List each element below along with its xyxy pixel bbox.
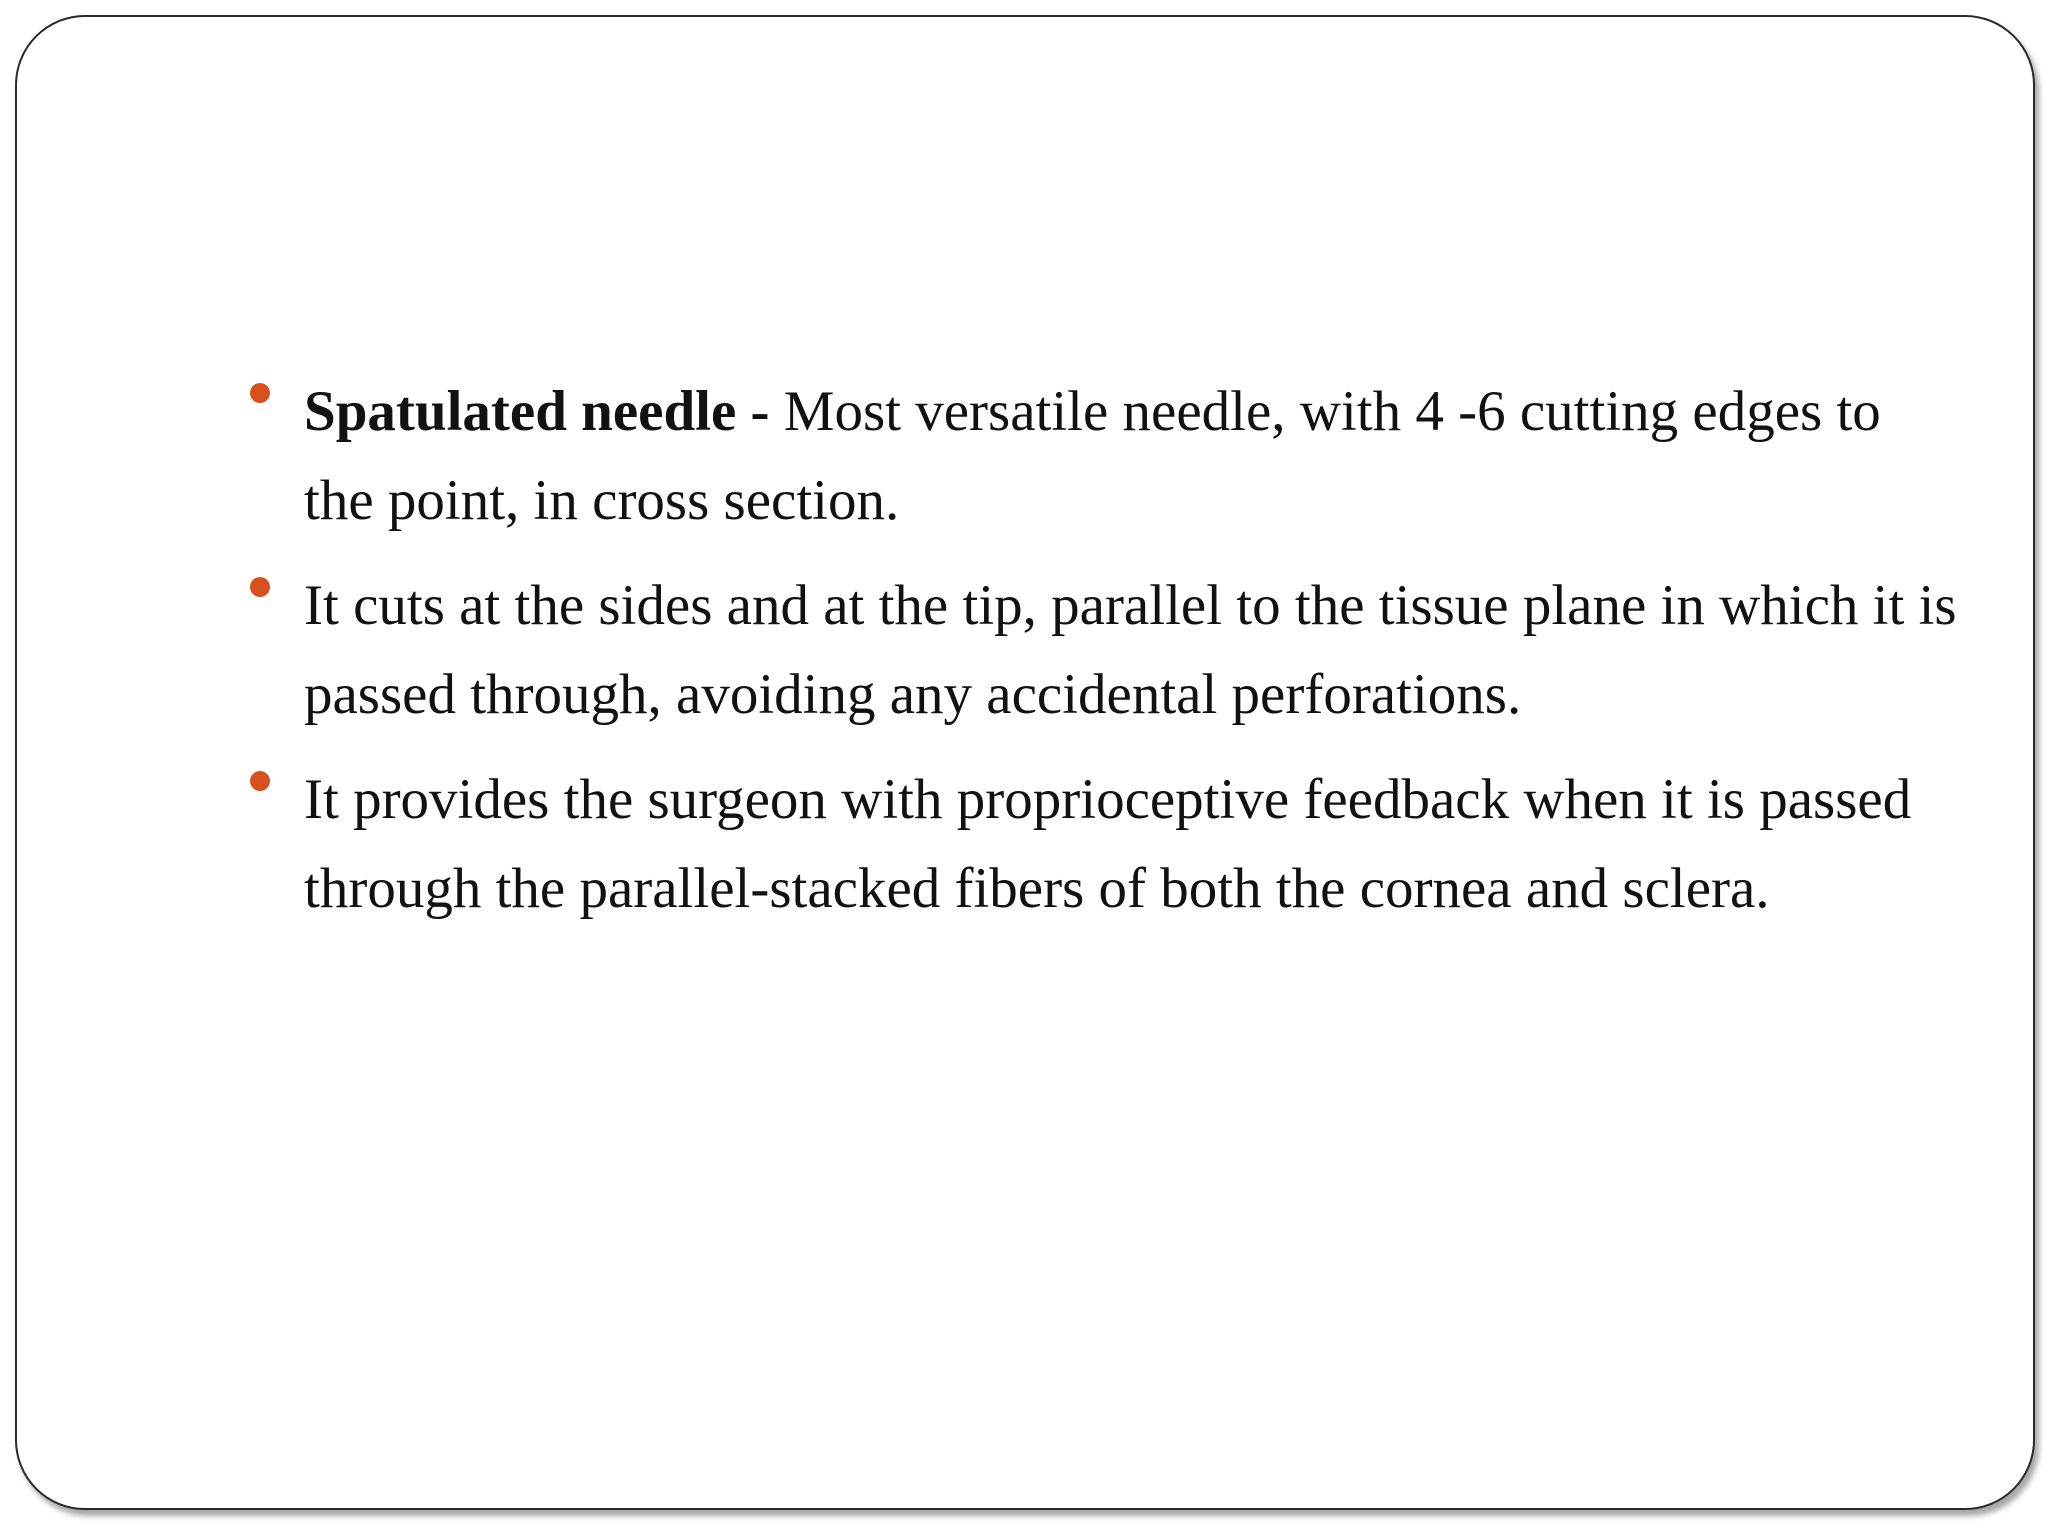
bullet-item-cuts-sides [242,561,1962,739]
bullet-dot-icon [250,577,270,597]
slide-frame [15,15,2035,1510]
slide-content [242,367,1962,949]
bullet-list [242,367,1962,933]
bullet-dot-icon [250,771,270,791]
bullet-text: It provides the surgeon with proprioceptive feedback when it is passed through the parallel-stacked fibers of both the cornea and sclera. [304,768,1912,920]
bullet-item-feedback [242,755,1962,933]
bullet-text: Most versatile needle, with 4 -6 cutting edges to the point, in cross section. [304,380,1881,532]
bullet-item-spatulated-needle [242,367,1962,545]
bullet-text: It cuts at the sides and at the tip, parallel to the tissue plane in which it is passed through, avoiding any accidental perforations. [304,574,1957,726]
bullet-dot-icon [250,383,270,403]
bullet-term: Spatulated needle - [304,380,784,443]
